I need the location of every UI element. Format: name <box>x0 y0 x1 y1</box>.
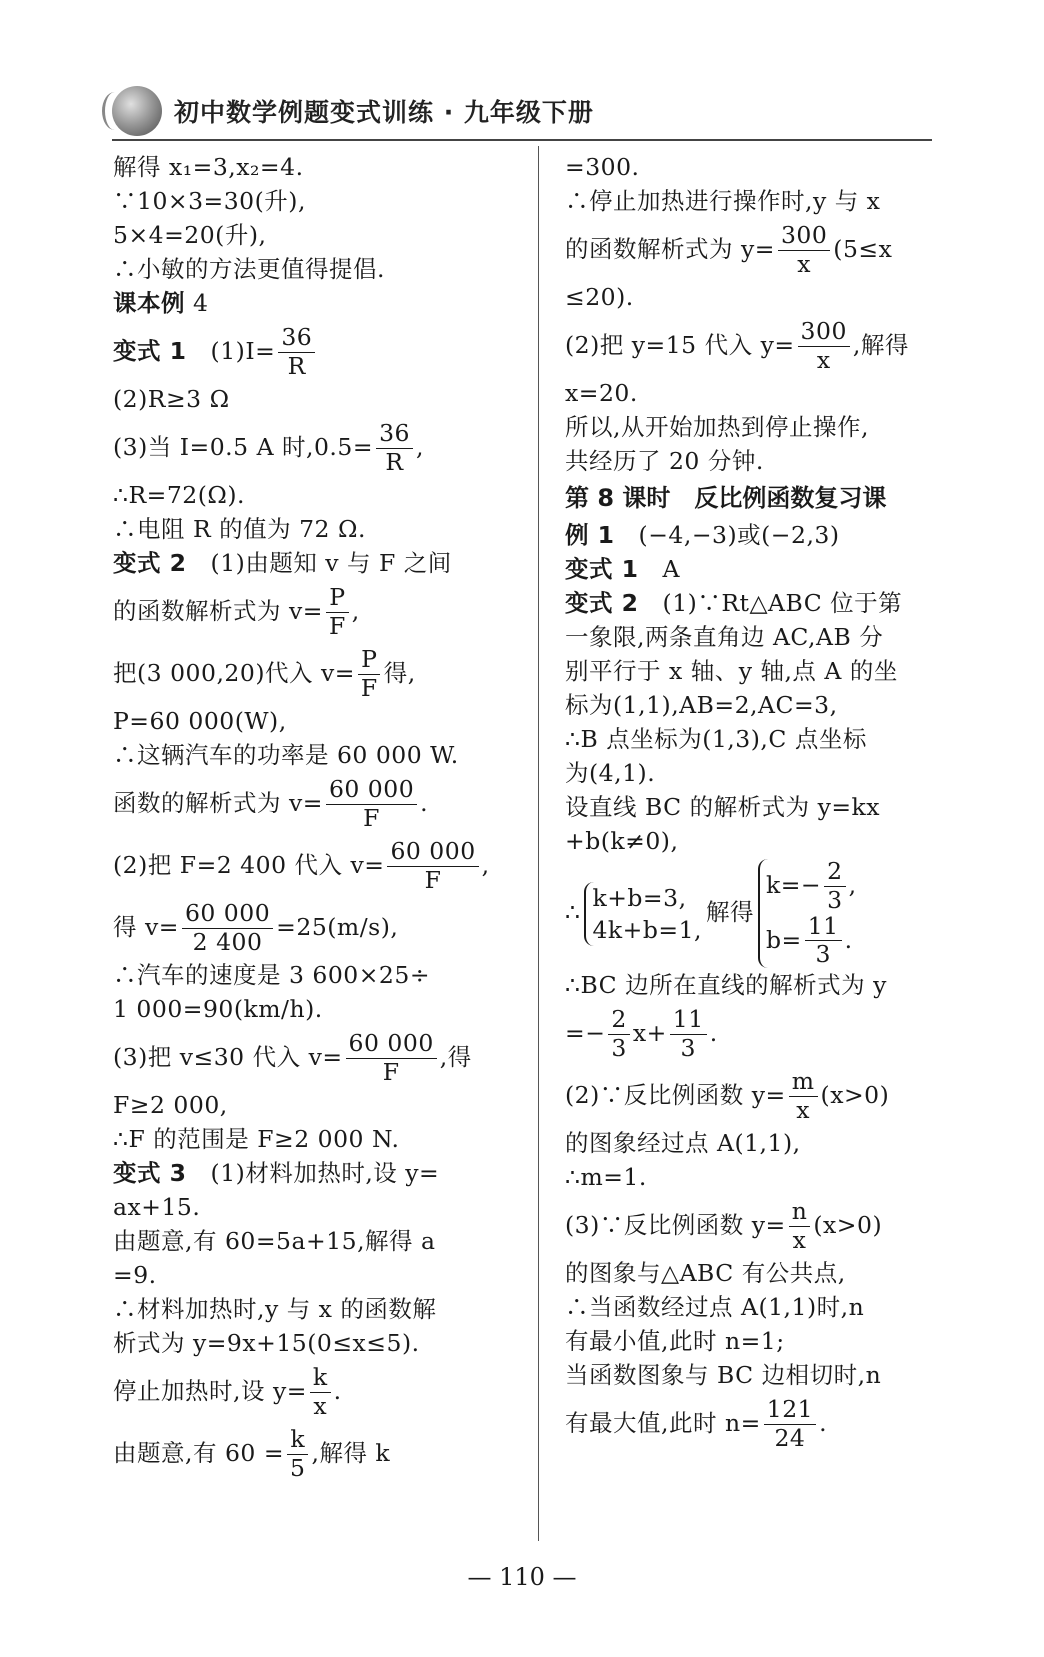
text-line: 由题意,有 60 = $\frac{k}{5}$ ,解得 k <box>113 1425 391 1482</box>
text-line: =− $\frac{2}{3}$ x+ $\frac{11}{3}$ . <box>565 1005 718 1063</box>
text-line: ∵10×3=30(升), <box>113 187 306 215</box>
text-line: 的函数解析式为 v= $\frac{P}{F}$ , <box>113 583 360 640</box>
text-line: (3)当 I=0.5 A 时,0.5= $\frac{36}{R}$ , <box>113 419 424 476</box>
header-rule <box>112 139 932 141</box>
text-line: 变式 2 (1)∵Rt△ABC 位于第 <box>565 589 903 617</box>
text-line: 析式为 y=9x+15(0≤x≤5). <box>113 1329 420 1357</box>
fraction: $\frac{36}{R}$ <box>376 421 413 476</box>
text-line: (2)把 F=2 400 代入 v= $\frac{60 000}{F}$ , <box>113 837 490 894</box>
fraction: $\frac{n}{x}$ <box>789 1199 811 1254</box>
text-line: =9. <box>113 1261 157 1289</box>
text-line: 1 000=90(km/h). <box>113 995 323 1023</box>
text-line: 变式 1 A <box>565 555 681 583</box>
text-line: ax+15. <box>113 1193 201 1221</box>
lesson-heading: 第 8 课时 反比例函数复习课 <box>565 484 887 512</box>
book-logo-icon <box>112 86 162 136</box>
text-line: +b(k≠0), <box>565 827 679 855</box>
text-line: 所以,从开始加热到停止操作, <box>565 413 869 441</box>
fraction: $\frac{121}{24}$ <box>764 1397 816 1452</box>
fraction: $\frac{P}{F}$ <box>358 647 381 702</box>
page-header <box>112 86 594 136</box>
text-line: 把(3 000,20)代入 v= $\frac{P}{F}$ 得, <box>113 645 416 702</box>
text-line: (2)把 y=15 代入 y= $\frac{300}{x}$ ,解得 <box>565 317 909 374</box>
system-brace: k+b=3, 4k+b=1, <box>584 882 702 946</box>
fraction: $\frac{P}{F}$ <box>326 585 349 640</box>
fraction: $\frac{60 000}{2 400}$ <box>182 901 273 956</box>
fraction: $\frac{60 000}{F}$ <box>326 777 417 832</box>
text-line: ∴B 点坐标为(1,3),C 点坐标 <box>565 725 867 753</box>
text-line: 的函数解析式为 y= $\frac{300}{x}$ (5≤x <box>565 221 893 278</box>
text-line: ∴BC 边所在直线的解析式为 y <box>565 971 887 1000</box>
text-line: 变式 3 (1)材料加热时,设 y= <box>113 1159 440 1187</box>
text-line: 有最小值,此时 n=1; <box>565 1327 785 1356</box>
right-column <box>565 150 975 1454</box>
text-line: 的图象与△ABC 有公共点, <box>565 1259 846 1288</box>
text-line: ∴汽车的速度是 3 600×25÷ <box>113 961 431 989</box>
text-line: 函数的解析式为 v= $\frac{60 000}{F}$ . <box>113 775 429 832</box>
text-line: 解得 x₁=3,x₂=4. <box>113 153 304 181</box>
text-line: ∴F 的范围是 F≥2 000 N. <box>113 1125 400 1153</box>
section-heading: 课本例 4 <box>113 289 209 317</box>
fraction: $\frac{60 000}{F}$ <box>346 1031 437 1086</box>
text-line: x=20. <box>565 379 638 407</box>
text-line: =300. <box>565 153 640 181</box>
equation-system: ∴ k+b=3, 4k+b=1, 解得 k=− $\frac{2}{3}$ , b= $\frac{11}{3}$ . <box>565 856 857 969</box>
text-line: 例 1 (−4,−3)或(−2,3) <box>565 521 840 549</box>
text-line: (3)把 v≤30 代入 v= $\frac{60 000}{F}$ ,得 <box>113 1029 472 1086</box>
fraction: $\frac{2}{3}$ <box>608 1007 629 1062</box>
text-line: 别平行于 x 轴、y 轴,点 A 的坐 <box>565 657 898 685</box>
text-line: (3)∵反比例函数 y= $\frac{n}{x}$ (x>0) <box>565 1197 883 1255</box>
text-line: 有最大值,此时 n= $\frac{121}{24}$ . <box>565 1395 828 1453</box>
text-line: ≤20). <box>565 283 634 311</box>
text-line: 变式 2 (1)由题知 v 与 F 之间 <box>113 549 452 577</box>
fraction: $\frac{k}{5}$ <box>287 1427 308 1482</box>
page-number: — 110 — <box>467 1563 577 1591</box>
text-line: ∴材料加热时,y 与 x 的函数解 <box>113 1295 437 1323</box>
text-line: 停止加热时,设 y= $\frac{k}{x}$ . <box>113 1363 342 1420</box>
text-line: F≥2 000, <box>113 1091 228 1119</box>
text-line: 一象限,两条直角边 AC,AB 分 <box>565 623 884 651</box>
text-line: ∴电阻 R 的值为 72 Ω. <box>113 515 366 543</box>
text-line: ∴小敏的方法更值得提倡. <box>113 255 385 283</box>
text-line: 为(4,1). <box>565 759 656 787</box>
text-line: 由题意,有 60=5a+15,解得 a <box>113 1227 436 1255</box>
text-line: 5×4=20(升), <box>113 221 267 249</box>
fraction: $\frac{60 000}{F}$ <box>387 839 478 894</box>
fraction: $\frac{36}{R}$ <box>278 325 315 380</box>
fraction: $\frac{2}{3}$ <box>824 859 845 914</box>
text-line: (2)∵反比例函数 y= $\frac{m}{x}$ (x>0) <box>565 1067 890 1125</box>
text-line: 当函数图象与 BC 边相切时,n <box>565 1361 882 1390</box>
left-column <box>113 150 513 1484</box>
fraction: $\frac{m}{x}$ <box>789 1069 818 1124</box>
column-divider <box>538 146 539 1541</box>
text-line: 变式 1 (1)I= $\frac{36}{R}$ <box>113 320 513 382</box>
text-line: 设直线 BC 的解析式为 y=kx <box>565 793 881 821</box>
fraction: $\frac{11}{3}$ <box>805 914 842 969</box>
text-line: P=60 000(W), <box>113 707 287 735</box>
text-line: 标为(1,1),AB=2,AC=3, <box>565 691 838 719</box>
fraction: $\frac{k}{x}$ <box>310 1365 331 1420</box>
header-title: 初中数学例题变式训练 · 九年级下册 <box>174 98 594 127</box>
text-line: 的图象经过点 A(1,1), <box>565 1129 801 1158</box>
solution-brace: k=− $\frac{2}{3}$ , b= $\frac{11}{3}$ . <box>758 859 857 968</box>
text-line: 得 v= $\frac{60 000}{2 400}$ =25(m/s), <box>113 899 399 956</box>
text-line: ∴停止加热进行操作时,y 与 x <box>565 187 881 215</box>
fraction: $\frac{11}{3}$ <box>670 1007 707 1062</box>
text-line: ∴m=1. <box>565 1163 647 1192</box>
text-line: (2)R≥3 Ω <box>113 385 230 413</box>
text-line: ∴R=72(Ω). <box>113 481 246 509</box>
fraction: $\frac{300}{x}$ <box>798 319 850 374</box>
text-line: ∴当函数经过点 A(1,1)时,n <box>565 1293 865 1322</box>
text-line: 共经历了 20 分钟. <box>565 447 764 475</box>
text-line: ∴这辆汽车的功率是 60 000 W. <box>113 741 459 769</box>
fraction: $\frac{300}{x}$ <box>778 223 830 278</box>
